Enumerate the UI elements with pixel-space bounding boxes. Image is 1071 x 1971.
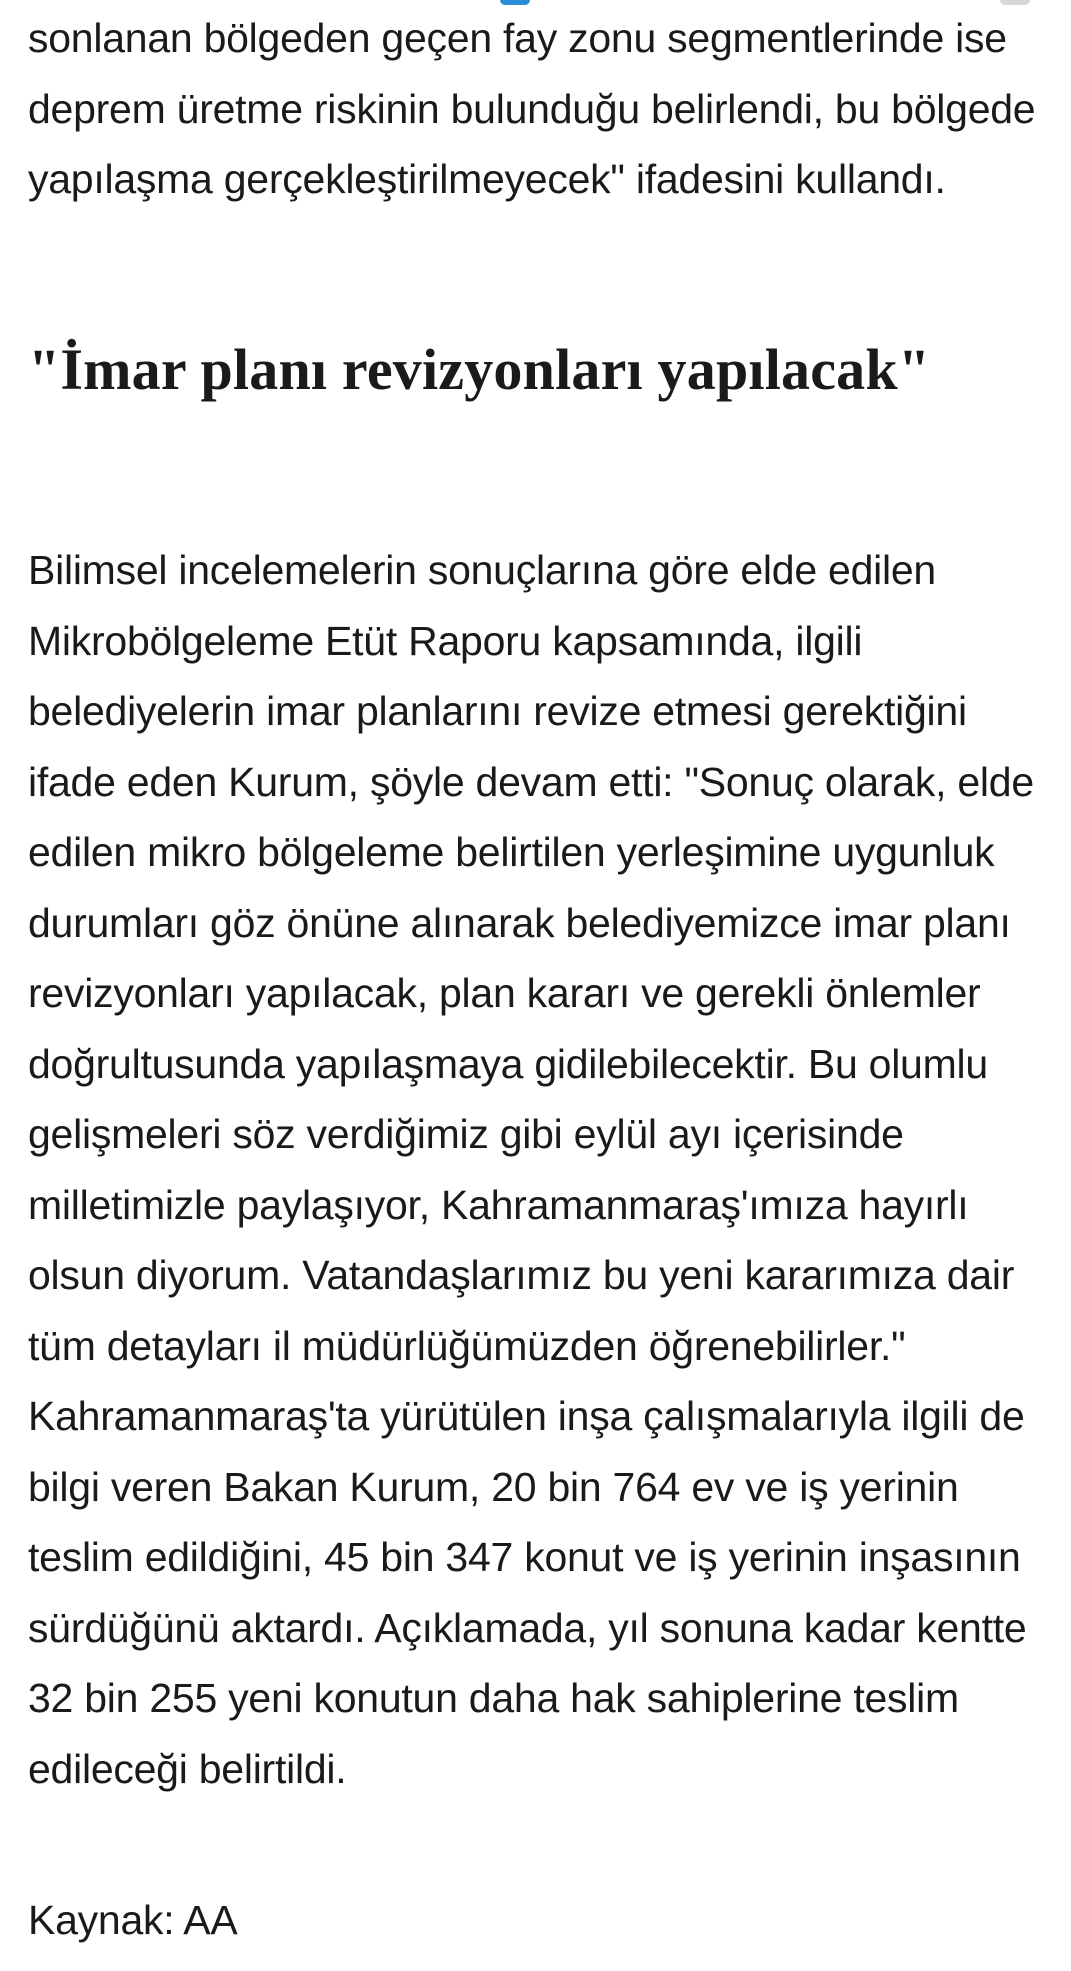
source-credit: Kaynak: AA <box>28 1897 238 1943</box>
body-paragraph: Bilimsel incelemelerin sonuçlarına göre elde edilen Mikrobölgeleme Etüt Raporu kapsamında, ilgili belediyelerin imar planlarını revize etmesi gerektiğini ifade eden Kurum, şöyle devam etti: "Sonuç olarak, elde edilen mikro bölgeleme belirtilen yerleşimine uygunluk durumları göz önüne alınarak belediyemizce imar planı revizyonları yapılacak, plan kararı ve gerekli önlemler doğrultusunda yapılaşmaya gidilebilecektir. Bu olumlu gelişmeleri söz verdiğimiz gibi eylül ayı içerisinde milletimizle paylaşıyor, Kahramanmaraş'ımıza hayırlı olsun diyorum. Vatandaşlarımız bu yeni kararımıza dair tüm detayları il müdürlüğümüzden öğrenebilirler." Kahramanmaraş'ta yürütülen inşa çalışmalarıyla ilgili de bilgi veren Bakan Kurum, 20 bin 764 ev ve iş yerinin teslim edildiğini, 45 bin 347 konut ve iş yerinin inşasının sürdüğünü aktardı. Açıklamada, yıl sonuna kadar kentte 32 bin 255 yeni konutun daha hak sahiplerine teslim edileceği belirtildi. <box>28 547 1034 1792</box>
section-heading: "İmar planı revizyonları yapılacak" <box>28 337 931 402</box>
intro-paragraph: sonlanan bölgeden geçen fay zonu segmentlerinde ise deprem üretme riskinin bulunduğu belirlendi, bu bölgede yapılaşma gerçekleştirilmeyecek" ifadesini kullandı. <box>28 15 1036 202</box>
